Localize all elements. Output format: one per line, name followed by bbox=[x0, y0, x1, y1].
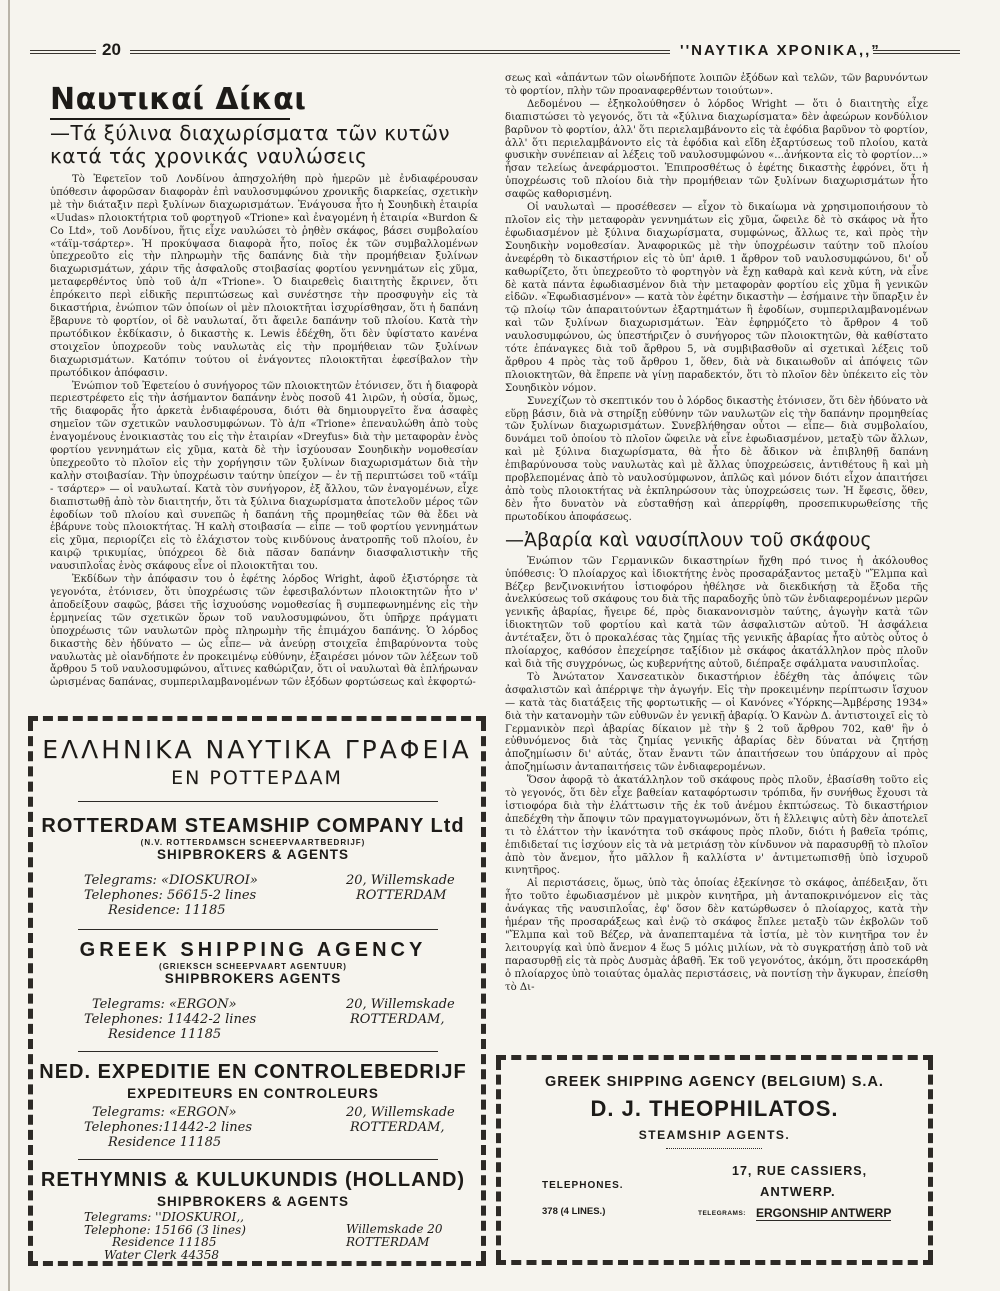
contact-line: 20, Willemskade bbox=[346, 1105, 455, 1120]
ad-divider bbox=[78, 929, 438, 930]
firm-contact-left bbox=[84, 1211, 246, 1261]
firm-role: SHIPBROKERS & AGENTS bbox=[156, 847, 350, 862]
ad-subtitle: ΕΝ ΡΟΤΤΕΡΔΑΜ bbox=[171, 767, 343, 789]
firm-name: RETHYMNIS & KULUKUNDIS (HOLLAND) bbox=[40, 1169, 466, 1191]
advertisement-antwerp bbox=[496, 1055, 933, 1265]
firm-contact-left bbox=[84, 997, 256, 1042]
contact-line: Telephones:11442-2 lines bbox=[84, 1120, 253, 1135]
ad-agency-name: GREEK SHIPPING AGENCY (BELGIUM) S.A. bbox=[545, 1074, 884, 1090]
ad-divider bbox=[78, 801, 438, 802]
article-subtitle: —Τά ξύλινα διαχωρίσματα τῶν κυτῶν κατά τάς χρονικάς ναυλώσεις bbox=[50, 121, 451, 168]
firm-role: SHIPBROKERS AGENTS bbox=[164, 971, 342, 986]
firm-contact-right bbox=[346, 1105, 455, 1135]
contact-line: ROTTERDAM, bbox=[350, 1012, 445, 1027]
firm-subname: (GRIEKSCH SCHEEPVAART AGENTUUR) bbox=[159, 962, 347, 971]
header-rule-left bbox=[30, 50, 96, 54]
article-paragraph: σεως καὶ «ἁπάντων τῶν οἱωνδήποτε λοιπῶν ἐξόδων καὶ τελῶν, τῶν βαρυνόντων τὸ φορτίον, πλὴν τῶν προαναφερθέντων τοιούτων». bbox=[505, 73, 928, 97]
ad-divider bbox=[78, 1051, 438, 1052]
ad-border-left bbox=[496, 1060, 501, 1260]
firm-subname: (N.V. ROTTERDAMSCH SCHEEPVAARTBEDRIJF) bbox=[140, 838, 366, 847]
ad-firm bbox=[28, 815, 478, 862]
article-paragraph: Ἐνώπιον τοῦ Ἐφετείου ὁ συνήγορος τῶν πλοιοκτητῶν ἐτόνισεν, ὅτι ἡ διαφορὰ περιεστρέφετο εἰς τὴν ἀσήμαντον δαπάνην ἑνὸς ποσοῦ 41 λιρῶν, ἡ οὐσία, ὅμως, τῆς διαφορᾶς ἦτο ἀρκετὰ ἐνδιαφέρουσα, διότι θὰ δημιουργεῖτο ἕνα ἀσαφὲς σημεῖον τῶν σχετικῶν ναυλοσυμφώνων. Τὸ ἀ/π «Trione» ἐπεναυλώθη ἀπὸ τοὺς ἐναγομένους ἐνοικιαστὰς του εἰς τὴν ἑταιρίαν «Dreyfus» διὰ τὴν μεταφορὰν ἑνὸς φορτίου γεννημάτων εἰς χῦμα, κατὰ δὲ τὴν ἰσχύουσαν Σουηδικὴν νομοθεσίαν ὑπεχρεοῦτο τὸ πλοῖον εἰς τὴν χορήγησιν τῶν ξυλίνων διαχωρισμάτων διὰ τὴν καλὴν στοιβασίαν. Τὴν ὑποχρέωσιν ταύτην ὑπείχον — ἐν τῇ περιπτώσει τοῦ «τάϊμ - τσάρτερ» — οἱ ναυλωταί. Κατὰ τὸν συνήγορον, ἐξ ἄλλου, τῶν ἐναγομένων, εἶχε διαπιστωθῇ ἀπὸ τὸν διαιτητήν, ὅτι τὰ ξύλινα διαχωρίσματα ἀποτελοῦν μέρος τῶν ἐφοδίων τοῦ πλοίου καὶ συνεπῶς ἡ δαπάνη τῆς προμηθείας τῶν θὰ ἔδει νὰ ἐβάρυνε τοὺς πλοιοκτήτας. Ἡ καλὴ στοιβασία — εἶπε — τοῦ φορτίου γεννημάτων εἰς χῦμα, περιορίζει εἰς τὸ ἐλάχιστον τοὺς κινδύνους ἀνατροπῆς τοῦ πλοίου, ἐν καιρῷ τρικυμίας, ὑπόχρεοι δὲ διὰ πᾶσαν δαπάνην διασφαλιστικὴν τῆς ναυσιπλοΐας ἑνὸς σκάφους εἶνε οἱ πλοιοκτῆται του. bbox=[50, 380, 478, 573]
article-subtitle-2: —Ἀβαρία καὶ ναυσίπλουν τοῦ σκάφους bbox=[505, 528, 872, 551]
article-paragraph: Ἐκδίδων τὴν ἀπόφασιν του ὁ ἐφέτης λόρδος Wright, ἀφοῦ ἐξιστόρησε τὰ γεγονότα, ἐτόνισεν, ὅτι ὑποχρέωσις τῶν ἐφεσιβαλόντων πλοιοκτητῶν ἦτο ν' ἀποδείξουν σαφῶς, βάσει τῆς ἰσχυούσης νομοθεσίας ἢ συμπεφωνημένης εἰς τὴν ἑρμηνείας τῶν σχετικῶν ὅρων τοῦ ναυλοσυμφώνου, ὅτι ὑπῆρχε πράγματι ὑποχρέωσις τῶν ναυλωτῶν πρὸς πληρωμὴν τῆς ἐπιμάχου δαπάνης. Ὁ λόρδος δικαστὴς δὲν ἠδύνατο — ὡς εἶπε— νὰ ἀνεύρῃ στοιχεῖα ἐπιβαρύνοντα τοὺς ναυλωτὰς μὲ οἱανδήποτε ἐν προκειμένῳ εὐθύνην, ἐξαιρέσει μόνον τῶν λέξεων τοῦ ἄρθρου 5 τοῦ ναυλοσυμφώνου, αἵτινες καθώριζαν, ὅτι οἱ ναυλωταὶ θὰ ἐπλήρωναν ὡρισμένας δαπάνας, συμπεριλαμβανομένων τῶν ἐξόδων φορτώσεως καὶ ἐκφορτώ- bbox=[50, 574, 478, 689]
page-header bbox=[30, 40, 960, 64]
contact-line: Water Clerk 44358 bbox=[104, 1247, 220, 1262]
ad-title: ΕΛΛΗΝΙΚΑ ΝΑΥΤΙΚΑ ΓΡΑΦΕΙΑ bbox=[42, 735, 472, 764]
ad-divider bbox=[666, 1148, 762, 1149]
firm-name: ROTTERDAM STEAMSHIP COMPANY Ltd bbox=[41, 815, 465, 837]
firm-name: NED. EXPEDITIE EN CONTROLEBEDRIJF bbox=[39, 1061, 467, 1083]
firm-contact-left bbox=[84, 1105, 252, 1150]
contact-line: Residence: 11185 bbox=[108, 903, 226, 918]
contact-line: ROTTERDAM bbox=[356, 888, 447, 903]
ad-address-city: ANTWERP. bbox=[760, 1184, 836, 1199]
firm-role: SHIPBROKERS & AGENTS bbox=[156, 1194, 350, 1209]
firm-name: GREEK SHIPPING AGENCY bbox=[79, 939, 427, 961]
article-paragraph: Ὅσον ἀφορᾷ τὸ ἀκατάλληλον τοῦ σκάφους πρὸς πλοῦν, ἐβασίσθη τοῦτο εἰς τὸ γεγονός, ὅτι δὲν εἶχε βαθείαν καταφόρτωσιν τρόπιδα, ἥν συνήθως ἔχουσι τὰ ἱστιοφόρα διὰ τὴν ἐλάττωσιν τῆς ἐκ τοῦ ἀνέμου ἐκπτώσεως. Τὸ δικαστήριον ἀπεδέχθη τὴν ἄποψιν τῶν πραγματογνωμόνων, ὅτι ἡ ἔλλειψις αὐτὴ δὲν ἀποτελεῖ τι τὸ ἐλάττον τὴν ἱκανότητα τοῦ σκάφους πρὸς πλοῦν, διότι ἡ βαθεῖα τρόπις, ἐπιδιδεταί τις ἰσχύουν εἰς τὰ νὰ μετριάσῃ τὸν κίνδυνον νὰ παρασυρθῇ τὸ πλοῖον ἀπὸ τὸν ἄνεμον, ἦτο μᾶλλον ἢ καλλίστα ν' ἀντιμετωπισθῇ ὑπὸ ἰσχυροῦ κινητῆρος. bbox=[505, 775, 928, 877]
article-paragraph: Τὸ Ἐφετεῖον τοῦ Λονδίνου ἀπησχολήθη πρὸ ἡμερῶν μὲ ἐνδιαφέρουσαν ὑπόθεσιν ἀφορῶσαν διαφορὰν ἐπὶ ναυλοσυμφώνου χρονικῆς διαρκείας, σχετικὴν μὲ τὴν διάταξιν περὶ ξυλίνων διαχωρισμάτων. Ἐνάγουσα ἦτο ἡ Σουηδικὴ ἑταιρία «Uudas» πλοιοκτήτρια τοῦ φορτηγοῦ «Trione» καὶ ἐναγομένη ἡ ἑταιρία «Burdon & Co Ltd», τοῦ Λονδίνου, ἥτις εἶχε ναυλώσει τὸ ῥηθὲν σκάφος, βάσει συμβολαίου «τάϊμ-τσάρτερ». Ἡ προκύψασα διαφορὰ ἦτο, ποῖος ἐκ τῶν συμβαλλομένων ὑπεχρεοῦτο εἰς τὴν πληρωμὴν τῆς δαπάνης διὰ τὴν προμήθειαν ξυλίνων διαχωρισμάτων, χάριν τῆς ἀσφαλοῦς στοιβασίας φορτίου γεννημάτων εἰς χῦμα, μεταφερθέντος ὑπὸ τοῦ ἀ/π «Trione». Ὁ διαιρεθεὶς διαιτητὴς ἔκρινεν, ὅτι ἐπρόκειτο περὶ εἰδικῆς περιπτώσεως καὶ συνέστησε τὴν προσφυγὴν εἰς τὰ δικαστήρια, ἐνώπιον τῶν ὁποίων οἱ μὲν πλοιοκτῆται ἰσχυρίσθησαν, ὅτι ἡ δαπάνη ἔβαρυνε τὸ φορτίον, οἱ δὲ ναυλωταί, ὅτι ἄφειλε δαπάνην τοῦ πλοίου. Κατὰ τὴν πρωτόδικον ἐκδίκασιν, ὁ δικαστὴς κ. Lewis ἐδέχθη, ὅτι δὲν ὑφίστατο κανένα στοιχεῖον ὑποχρεοῦν τοὺς ναυλωτὰς εἰς τὴν προμήθειαν τῶν ξυλίνων διαχωρισμάτων. Κατόπιν τούτου οἱ ἐνάγοντες πλοιοκτῆται ἐφεσίβαλον τὴν πρωτόδικον ἀπόφασιν. bbox=[50, 174, 478, 379]
contact-line: Willemskade 20 bbox=[346, 1222, 443, 1236]
article-paragraph: Τὸ Ἀνώτατον Χανσεατικὸν δικαστήριον ἐδέχθη τὰς ἀπόψεις τῶν ἀσφαλιστῶν καὶ ἀπέρριψε τὴν ἀγωγήν. Εἰς τὴν προκειμένην περίπτωσιν ἴσχυον — κατὰ τὰς διατάξεις τῆς φορτωτικῆς — οἱ Κανόνες «Ὑόρκης—Ἀμβέρσης 1934» διὰ τὴν κατανομὴν τῶν εὐθυνῶν ἐν γενικῇ ἀβαρίᾳ. Ὁ Κανὼν Δ. ἀντιστοιχεῖ εἰς τὸ Γερμανικὸν περὶ ἀβαρίας δίκαιον μὲ τὴν § 2 τοῦ ἄρθρου 702, καθ' ἣν ὁ εὐθυνόμενος διὰ τὰς ζημίας γενικῆς ἀβαρίας δὲν δύναται νὰ ζητήσῃ ἀποζημίωσιν δι' αὐτάς, ὅταν ἔναντι τῶν ἀπαιτήσεων του ὑπάρχουν αἱ πρὸς ἀποζημίωσιν ἀνταπαιτήσεις τῶν ἐνδιαφερομένων. bbox=[505, 671, 928, 774]
magazine-title: ''ΝΑΥΤΙΚΑ ΧΡΟΝΙΚΑ,,” bbox=[680, 42, 881, 59]
contact-line: Residence 11185 bbox=[112, 1235, 217, 1249]
section-title: Ναυτικαί Δίκαι bbox=[50, 82, 307, 117]
header-rule-middle bbox=[130, 50, 670, 54]
article-paragraph: Συνεχίζων τὸ σκεπτικόν του ὁ λόρδος δικαστὴς ἐτόνισεν, ὅτι δὲν ἠδύνατο νὰ εὕρῃ βάσιν, διὰ νὰ στηρίξῃ εὐθύνην τῶν ναυλωτῶν εἰς τὴν δαπάνην προμηθείας τῶν ξυλίνων διαχωρισμάτων. Συνεβλήθησαν οὗτοι — εἶπε— διὰ συμβολαίου, δυνάμει τοῦ ὁποίου τὸ πλοῖον ὤφειλε νὰ εἶνε ἐφωδιασμένον, μεταξὺ τῶν ἄλλων, καὶ μὲ ξύλινα διαχωρίσματα, θὰ ἦτο δὲ ἄδικον νὰ ἐπιβληθῇ δαπάνη ἐπιβαρύνουσα τοὺς ναυλωτὰς καὶ μὲ ἄλλας ὑποχρεώσεις, ἀντιθέτους ἢ καὶ μὴ προβλεπομένας ἀπὸ τὸ ναυλοσύμφωνον, ἁπλῶς καὶ μόνον διότι εἶχον ἀπαιτήσει ἀπὸ τοὺς πλοιοκτήτας νὰ ἐκπληρώσουν τὰς ὑποχρεώσεις των. Ἡ ἔφεσις, ὅθεν, δὲν ἦτο δυνατὸν νὰ εὐσταθήσῃ καὶ ἀπερρίφθη, προσεπικυρωθείσης τῆς πρωτοδίκου ἀποφάσεως. bbox=[505, 395, 928, 523]
ad-telegrams-value: ERGONSHIP ANTWERP bbox=[756, 1206, 892, 1220]
firm-contact-right bbox=[346, 1223, 443, 1248]
article-paragraph: Δεδομένου — ἐξηκολούθησεν ὁ λόρδος Wright — ὅτι ὁ διαιτητὴς εἶχε διαπιστώσει τὸ γεγονός, ὅτι τὰ «ξύλινα διαχωρίσματα» δὲν ἀφεώρων κονδύλιον βαρῦνον τὸ φορτίον, ἀλλ' ὅτι περιελαμβάνοντο εἰς τὰ ἐφόδια βαρῦνον τὸ φορτίον, ἀλλ' ὅτι περιελαμβάνοντο εἰς τὰ ἐφόδια καὶ εἴδη ἐξαρτύσεως τοῦ πλοίου, κατὰ φυσικὴν συνέπειαν αἱ λέξεις τοῦ ναυλοσυμφώνου «...ἁνήκοντα εἰς τὸ φορτίον...» ἦσαν τελείως ἀνεφάρμοστοι. Ἐπιπροσθέτως ὁ ἐφέτης δικαστὴς ἐφρόνει, ὅτι ἡ ὑποχρέωσις τοῦ πλοίου διὰ τὴν προμήθειαν τῶν ξυλίνων διαχωρισμάτων ἦτο σαφῶς καθορισμένη. bbox=[505, 98, 928, 201]
ad-telephones-value: 378 (4 LINES.) bbox=[542, 1206, 606, 1217]
contact-line: Residence 11185 bbox=[108, 1027, 222, 1042]
binding-edge bbox=[8, 0, 10, 1291]
contact-line: Telegrams: ''DIOSKUROI,, bbox=[84, 1210, 244, 1224]
ad-address-street: 17, RUE CASSIERS, bbox=[732, 1164, 868, 1178]
ad-firm bbox=[28, 1169, 478, 1209]
contact-line: Telegrams: «DIOSKUROI» bbox=[84, 873, 258, 888]
contact-line: 20, Willemskade bbox=[346, 873, 455, 888]
contact-line: Residence 11185 bbox=[108, 1135, 222, 1150]
ad-telephones-label: TELEPHONES. bbox=[542, 1180, 624, 1191]
ad-agent-name: D. J. THEOPHILATOS. bbox=[590, 1096, 839, 1121]
article-paragraph: Αἱ περιστάσεις, ὅμως, ὑπὸ τὰς ὁποίας ἐξεκίνησε τὸ σκάφος, ἀπέδειξαν, ὅτι ἦτο τοῦτο ἐφωδιασμένον μὲ μικρὸν κινητῆρα, μὴ ἀνταποκρινόμενον εἰς τὰς ἀνάγκας τῆς ναυσιπλοΐας, ἐφ' ὅσον δὲν κατώρθωσεν ὁ πλοίαρχος, κατὰ τὴν ἡμέραν τῆς προσαράξεως καὶ ἐνῷ τὸ σκάφος ἔπλεε μεταξὺ τῶν ἐκβολῶν τοῦ "Ἔλμπα καὶ τοῦ Βέζερ, νὰ ἀναπεπταμένα τὰ ἱστία, μὲ τὸν κινητῆρα τον ἐν λειτουργίᾳ καὶ ὑπὸ ἄνεμον 4 ἕως 5 μόλις μιλίων, νὰ τὸ συγκρατήσῃ ἀπὸ τοῦ νὰ παρασυρθῇ εἰς τὰ πρὸς Δυσμὰς ἀβαθῆ. Ἐκ τοῦ γεγονότος, ἀκόμη, ὅτι προσεκάρθη ὁ πλοίαρχος ὑπὸ τοιαύτας ὁμαλὰς περιστάσεις, νὰ ποντίσῃ τὴν ἄγκυραν, ἐπείσθη τὸ Δι- bbox=[505, 878, 928, 993]
firm-contact-left bbox=[84, 873, 258, 918]
contact-line: Telephones: 56615-2 lines bbox=[84, 888, 257, 903]
contact-line: 20, Willemskade bbox=[346, 997, 455, 1012]
ad-firm bbox=[28, 1061, 478, 1101]
article-left-column bbox=[50, 78, 478, 690]
article-paragraph: Οἱ ναυλωταὶ — προσέθεσεν — εἶχον τὸ δικαίωμα νὰ χρησιμοποιήσουν τὸ πλοῖον εἰς τὴν μεταφορὰν γεννημάτων εἰς χῦμα, ὤφειλε δὲ τὸ σκάφος νὰ ἦτο ἐφωδιασμένον μὲ ξύλινα διαχωρίσματα, συμφώνως, ἄλλως τε, καὶ πρὸς τὴν Σουηδικὴν νομοθεσίαν. Ἀναφορικῶς μὲ τὴν ὑποχρέωσιν ταύτην τοῦ πλοίου ἀνεφέρθη τὸ δικαστήριον εἰς τὸ ὑπ' ἀριθ. 1 ἄρθρον τοῦ ναυλοσυμφώνου, δι' οὗ καθωρίζετο, ὅτι ὑπεχρεοῦτο τὸ φορτηγὸν νὰ ἔχῃ καθαρὰ καὶ κενὰ κύτη, νὰ εἶνε δὲ κατὰ πάντα ἐφωδιασμένον διὰ τὴν μεταφορὰν φορτίου εἰς χῦμα ἢ γενικῶν εἰδῶν. «Ἐφωδιασμένον» — κατὰ τὸν ἐφέτην δικαστὴν — ἐσήμαινε τὴν ὕπαρξιν ἐν τῷ πλοίῳ τῶν ἀπαραιτούντων ἐξαρτημάτων ἢ ἐφοδίων, συμπεριλαμβανομένων καὶ τῶν ξυλίνων διαχωρισμάτων. Ἐὰν ἐφηρμόζετο τὸ ἄρθρον 4 τοῦ ναυλοσυμφώνου, ὡς ὑπεστήριζεν ὁ συνήγορος τῶν πλοιοκτητῶν, θὰ καθίστατο τότε ἐπάναγκες διὰ τοῦ ἄρθρου 5, νὰ συμβιβασθοῦν αἱ σχετικαὶ λέξεις τοῦ ἄρθρου 4 πρὸς τὰς τοῦ ἄρθρου 1, ὅθεν, διὰ νὰ δικαιωθοῦν αἱ ἀπόψεις τῶν πλοιοκτητῶν, θὰ ἔπρεπε νὰ γίνῃ παραδεκτόν, ὅτι τὸ πλοῖον δὲν ὑπέκειτο εἰς τὸν Σουηδικὸν νόμον. bbox=[505, 202, 928, 394]
firm-contact-right bbox=[346, 997, 455, 1027]
article-paragraph: Ἐνώπιον τῶν Γερμανικῶν δικαστηρίων ἤχθη πρό τινος ἡ ἀκόλουθος ὑπόθεσις: Ὁ πλοίαρχος καὶ ἰδιοκτήτης ἑνὸς προσαράξαντος μεταξὺ "Ἔλμπα καὶ Βέζερ βενζινοκινήτου ἱστιοφόρου ἠθέλησε νὰ διεκδικήσῃ τὰ ἔξοδα τῆς ἀνελκύσεως τοῦ σκάφους του διὰ τῆς παραδοχῆς ὑπὸ τῶν ἐνδιαφερομένων μερῶν γενικῆς ἀβαρίας, ἤγειρε δέ, πρὸς διακανονισμὸν ταύτης, ἀγωγὴν κατὰ τῶν ἰδιοκτητῶν τοῦ φορτίου καὶ κατὰ τῶν ἀσφαλιστῶν αὐτοῦ. Ἡ ἀσφάλεια ἀντέταξεν, ὅτι ὁ προκαλέσας τὰς ζημίας τῆς γενικῆς ἀβαρίας ἦτο αὐτὸς οὗτος ὁ πλοίαρχος, καθόσον ἐπεχείρησε ταξίδιον μὲ σκάφος ἀκατάλληλον πρὸς πλοῦν καὶ διὰ τῆς συγχρόνως, ὡς κυβερνήτης αὐτοῦ, διέπραξε σφάλματα ναυσιπλοΐας. bbox=[505, 555, 928, 670]
header-rule-right bbox=[873, 50, 960, 54]
advertisement-rotterdam bbox=[28, 716, 486, 1266]
ad-telegrams-label: TELEGRAMS: bbox=[698, 1210, 746, 1217]
firm-contact-right bbox=[346, 873, 455, 903]
ad-role: STEAMSHIP AGENTS. bbox=[638, 1128, 791, 1142]
section-title-rule bbox=[50, 118, 290, 120]
article-right-column bbox=[505, 73, 928, 995]
ad-firm bbox=[28, 939, 478, 986]
ad-divider bbox=[78, 1159, 438, 1160]
contact-line: ROTTERDAM bbox=[346, 1234, 430, 1249]
contact-line: Telegrams: «ERGON» bbox=[92, 1105, 237, 1120]
contact-line: Telephones: 11442-2 lines bbox=[84, 1012, 257, 1027]
firm-role: EXPEDITEURS EN CONTROLEURS bbox=[127, 1086, 379, 1101]
page-number: 20 bbox=[102, 40, 121, 59]
contact-line: Telegrams: «ERGON» bbox=[92, 997, 237, 1012]
contact-line: ROTTERDAM, bbox=[350, 1120, 445, 1135]
ad-border-right bbox=[481, 721, 486, 1261]
ad-border-right bbox=[928, 1060, 933, 1260]
contact-line: Telephone: 15166 (3 lines) bbox=[84, 1222, 246, 1237]
